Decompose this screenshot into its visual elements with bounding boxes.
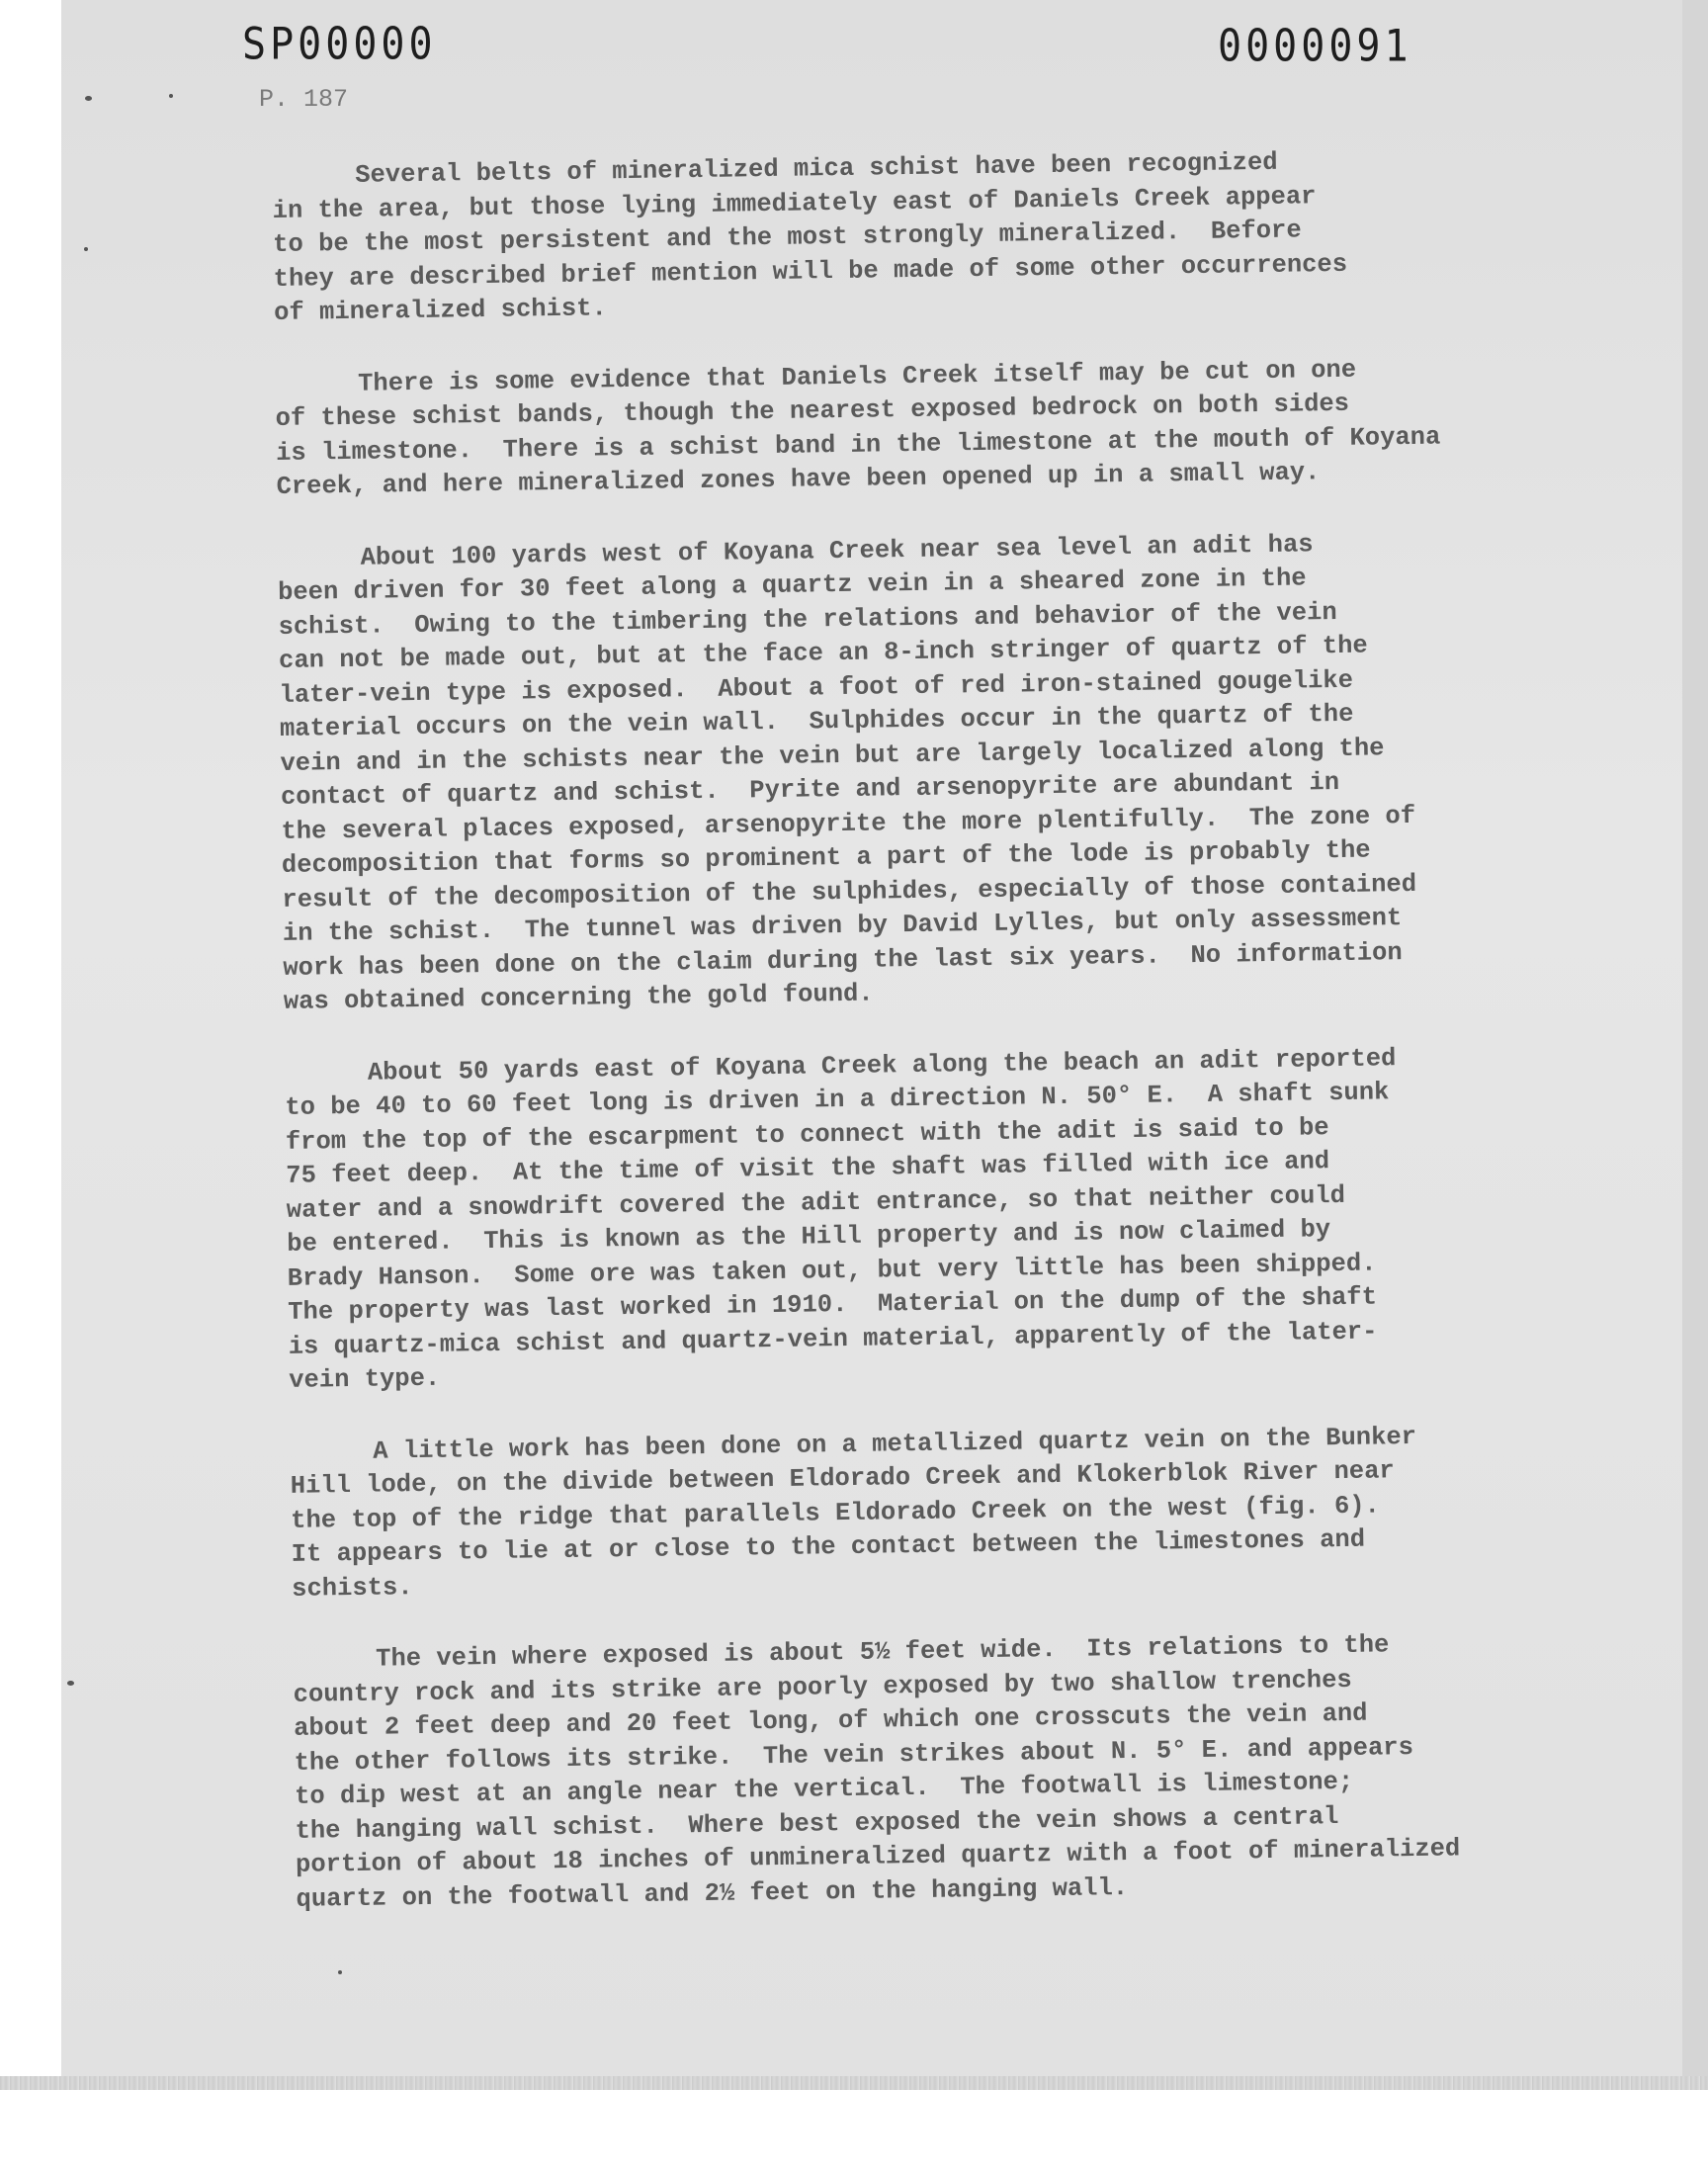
text-line: of mineralized schist. <box>273 294 607 327</box>
paragraph <box>290 1418 1596 1607</box>
text-line: vein type. <box>289 1363 441 1395</box>
scan-speck <box>169 94 173 98</box>
text-line: The vein where exposed is about 5½ feet wide. Its relations to the <box>375 1630 1390 1674</box>
text-line: of these schist bands, though the nearest exposed bedrock on both sides <box>275 389 1350 433</box>
text-line: be entered. This is known as the Hill property and is now claimed by <box>287 1215 1331 1259</box>
text-line: Several belts of mineralized mica schist have been recognized <box>355 147 1278 190</box>
text-line: result of the decomposition of the sulphides, especially of those contained <box>282 869 1417 914</box>
text-line: 75 feet deep. At the time of visit the shaft was filled with ice and <box>286 1147 1330 1190</box>
text-line: in the schist. The tunnel was driven by David Lylles, but only assessment <box>282 904 1403 948</box>
text-line: vein and in the schists near the vein but are largely localized along the <box>280 733 1385 778</box>
text-line: quartz on the footwall and 2½ feet on the hanging wall. <box>296 1872 1129 1914</box>
text-line: schist. Owing to the timbering the relations and behavior of the vein <box>278 597 1337 642</box>
text-line: There is some evidence that Daniels Creek itself may be cut on one <box>357 355 1357 398</box>
text-line: was obtained concerning the gold found. <box>283 979 874 1016</box>
page-reference: P. 187 <box>259 85 349 114</box>
paragraph <box>272 142 1579 331</box>
text-line: work has been done on the claim during the last six years. No information <box>283 937 1403 983</box>
paragraph <box>285 1039 1594 1398</box>
text-line: contact of quartz and schist. Pyrite and arsenopyrite are abundant in <box>280 767 1340 812</box>
text-line: country rock and its strike are poorly exposed by two shallow trenches <box>293 1665 1352 1709</box>
text-line: portion of about 18 inches of unmineralized quartz with a foot of mineralized <box>295 1834 1461 1879</box>
text-line: in the area, but those lying immediately east of Daniels Creek appear <box>272 181 1317 225</box>
text-line: Creek, and here mineralized zones have been opened up in a small way. <box>276 458 1321 501</box>
scan-speck <box>338 1970 342 1974</box>
text-line: The property was last worked in 1910. Material on the dump of the shaft <box>288 1282 1378 1327</box>
scan-speck <box>67 1681 74 1686</box>
text-line: they are described brief mention will be made of some other occurrences <box>273 249 1348 294</box>
text-line: the other follows its strike. The vein strikes about N. 5° E. and appears <box>294 1732 1414 1778</box>
text-line: the top of the ridge that parallels Eldorado Creek on the west (fig. 6). <box>291 1490 1381 1535</box>
text-line: to be the most persistent and the most strongly mineralized. Before <box>272 216 1302 259</box>
text-line: about 2 feet deep and 20 feet long, of which one crosscuts the vein and <box>293 1698 1368 1743</box>
text-line: A little work has been done on a metallized quartz vein on the Bunker <box>373 1422 1417 1466</box>
text-line: is limestone. There is a schist band in the limestone at the mouth of Koyana <box>275 422 1441 468</box>
text-line: from the top of the escarpment to connect with the adit is said to be <box>285 1112 1329 1157</box>
document-code-right: 0000091 <box>1218 21 1412 72</box>
text-line: later-vein type is exposed. About a foot of red iron-stained gougelike <box>279 665 1354 710</box>
text-line: water and a snowdrift covered the adit entrance, so that neither could <box>286 1180 1346 1225</box>
text-line: decomposition that forms so prominent a part of the lode is probably the <box>281 835 1371 880</box>
text-line: to be 40 to 60 feet long is driven in a direction N. 50° E. A shaft sunk <box>285 1078 1390 1122</box>
text-line: is quartz-mica schist and quartz-vein material, apparently of the later- <box>288 1317 1378 1361</box>
text-line: been driven for 30 feet along a quartz vein in a sheared zone in the <box>277 564 1307 607</box>
text-line: It appears to lie at or close to the contact between the limestones and <box>291 1524 1366 1569</box>
paragraph <box>293 1625 1601 1916</box>
paragraph <box>275 350 1581 504</box>
text-line: About 50 yards east of Koyana Creek along the beach an adit reported <box>367 1043 1397 1088</box>
text-line: material occurs on the vein wall. Sulphides occur in the quartz of the <box>279 699 1354 743</box>
text-line: the hanging wall schist. Where best exposed the vein shows a central <box>295 1801 1339 1846</box>
paragraph <box>277 524 1588 1019</box>
document-body <box>272 142 1601 1955</box>
page-bottom-edge <box>0 2076 1708 2090</box>
text-line: Brady Hanson. Some ore was taken out, but very little has been shipped. <box>287 1249 1377 1293</box>
page-edge-shadow <box>1682 0 1708 2076</box>
document-code-left: SP00000 <box>242 19 437 70</box>
scan-speck <box>85 96 92 101</box>
text-line: schists. <box>291 1572 413 1604</box>
text-line: the several places exposed, arsenopyrite the more plentifully. The zone of <box>281 801 1416 846</box>
text-line: can not be made out, but at the face an 8-inch stringer of quartz of the <box>278 631 1368 675</box>
scan-speck <box>84 247 88 251</box>
text-line: About 100 yards west of Koyana Creek near sea level an adit has <box>360 529 1314 572</box>
text-line: Hill lode, on the divide between Eldorado Creek and Klokerblok River near <box>290 1456 1395 1501</box>
text-line: to dip west at an angle near the vertical. The footwall is limestone; <box>294 1767 1354 1811</box>
